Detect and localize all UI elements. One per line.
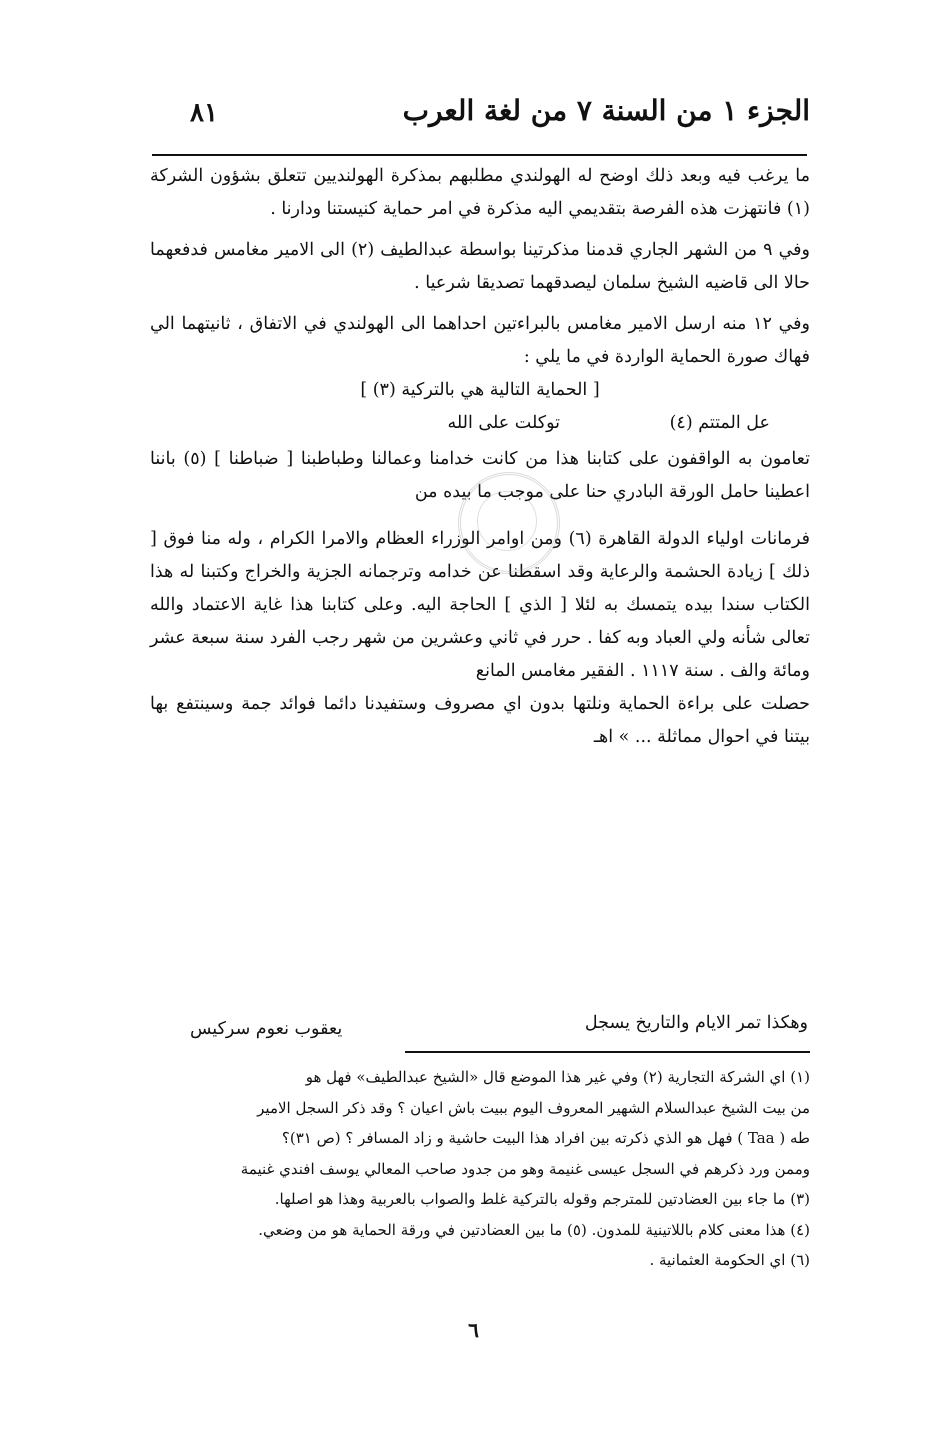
closing-sentence: وهكذا تمر الايام والتاريخ يسجل <box>584 1013 808 1033</box>
footnote-line: (١) اي الشركة التجارية (٢) وفي غير هذا الموضع قال «الشيخ عبدالطيف» فهل هو <box>305 1068 810 1086</box>
footnote-line: (٣) ما جاء بين العضادتين للمترجم وقوله بالتركية غلط والصواب بالعربية وهذا هو اصلها. <box>274 1190 810 1208</box>
author-signature: يعقوب نعوم سركيس <box>190 1019 343 1039</box>
footnote-line: وممن ورد ذكرهم في السجل عيسى غنيمة وهو من جدود صاحب المعالي يوسف افندي غنيمة <box>240 1159 810 1178</box>
footnote-line: من بيت الشيخ عبدالسلام الشهير المعروف اليوم ببيت باش اعيان ؟ وقد ذكر السجل الامير <box>257 1098 810 1117</box>
page-number: ٨١ <box>190 98 218 128</box>
header-rule <box>152 154 807 156</box>
paragraph: ما يرغب فيه وبعد ذلك اوضح له الهولندي مطلبهم بمذكرة الهولنديين تتعلق بشؤون الشركة (١) فانتهزت هذه الفرصة بتقديمي اليه مذكرة في امر حماية كنيستنا ودارنا . <box>150 166 810 219</box>
running-header <box>150 94 810 146</box>
footnote-separator <box>405 1051 810 1053</box>
article-body <box>150 160 810 754</box>
invocation-right: عل المتتم (٤) <box>669 413 770 433</box>
invocation-left: توكلت على الله <box>447 413 560 433</box>
footnote-line: طه ( Taa ) فهل هو الذي ذكرته بين افراد هذا البيت حاشية و زاد المسافر ؟ (ص ٣١)؟ <box>281 1129 810 1147</box>
folio-number: ٦ <box>468 1318 479 1342</box>
paragraph: وفي ٩ من الشهر الجاري قدمنا مذكرتينا بواسطة عبدالطيف (٢) الى الامير مغامس فدفعهما حالا الى قاضيه الشيخ سلمان ليصدقهما تصديقا شرعيا . <box>150 240 810 293</box>
paragraph: وفي ١٢ منه ارسل الامير مغامس بالبراءتين احداهما الى الهولندي في الاتفاق ، ثانيتهما الي فهاك صورة الحماية الواردة في ما يلي : <box>150 314 811 367</box>
journal-title: الجزء ١ من السنة ٧ من لغة العرب <box>402 94 810 127</box>
closing-line <box>150 1013 810 1053</box>
invocation-line <box>150 407 810 443</box>
footnote-line: (٦) اي الحكومة العثمانية . <box>649 1251 810 1269</box>
footnote-line: (٤) هذا معنى كلام باللاتينية للمدون. (٥) ما بين العضادتين في ورقة الحماية هو من وضعي. <box>258 1220 810 1239</box>
bracket-heading: [ الحماية التالية هي بالتركية (٣) ] <box>360 380 600 400</box>
paragraph: فرمانات اولياء الدولة القاهرة (٦) ومن اوامر الوزراء العظام والامرا الكرام ، وله منا فوق [ ذلك ] زيادة الحشمة والرعاية وقد اسقطنا عن خدامه وترجمانه الجزية والخراج وكتبنا له هذا الكتاب سندا بيده يتمسك به لئلا [ الذي ] الحاجة اليه. وعلى كتابنا هذا غاية الاعتماد والله تعالى شأنه ولي العباد وبه كفا . حرر في ثاني وعشرين من شهر رجب الفرد سنة سبعة عشر ومائة والف . سنة ١١١٧ . الفقير مغامس المانع <box>150 529 810 681</box>
paragraph: تعامون به الواقفون على كتابنا هذا من كانت خدامنا وعمالنا وطباطبنا [ ضباطنا ] (٥) باننا اعطينا حامل الورقة البادري حنا على موجب ما بيده من <box>150 449 810 502</box>
footnotes <box>150 1062 810 1276</box>
paragraph: حصلت على براءة الحماية ونلتها بدون اي مصروف وستفيدنا دائما فوائد جمة وسينتفع بها بيتنا في احوال مماثلة ... » اهـ <box>150 694 810 747</box>
